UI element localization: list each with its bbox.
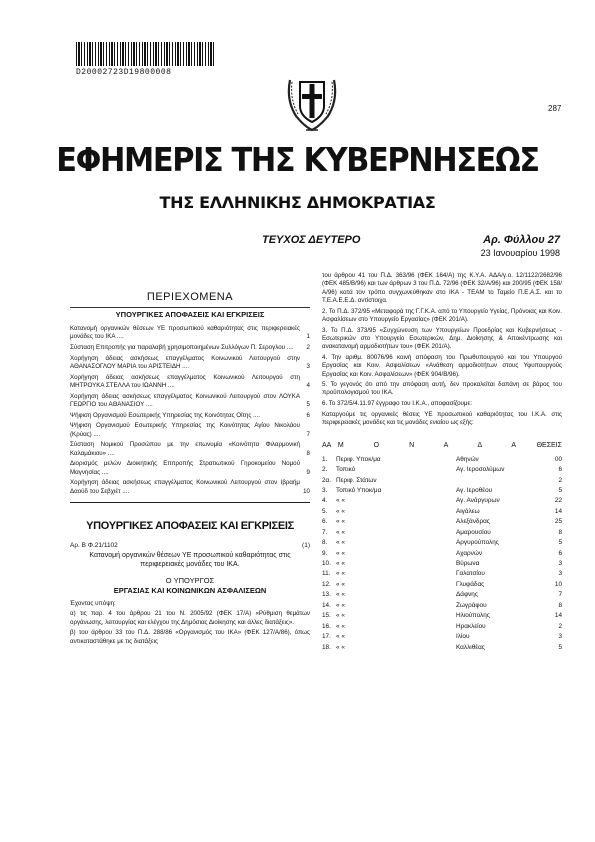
issue-label: ΤΕΥΧΟΣ ΔΕΥΤΕΡΟ xyxy=(262,234,361,246)
table-cell-seats: 3 xyxy=(558,560,562,568)
table-cell-unit: « « xyxy=(336,507,345,515)
paragraph: 3. Το Π.Δ. 373/95 «Συγχώνευση των Υπουργείων Προεδρίας και Κυβερνήσεως - Εσωτερικών στο Υπουργείο Εσωτερικών, Δημ. Διοίκησης & Αποκέντρωσης και ανακατανομή αρμοδιοτήτων του» (ΦΕΚ 201/Α). xyxy=(322,326,562,351)
table-row xyxy=(322,581,562,591)
contents-heading: ΠΕΡΙΕΧΟΜΕΝΑ xyxy=(70,290,310,308)
table-cell-seats: 14 xyxy=(554,612,562,620)
table-cell-city: Αχαρνών xyxy=(456,549,483,557)
table-cell-unit: « « xyxy=(336,580,345,588)
paragraph: 4. Την αριθμ. 80076/96 κοινή απόφαση του Πρωθυπουργού και του Υπουργού Εργασίας και Κοιν. Ασφαλίσεων «Ανάθεση αρμοδιοτήτων στους Υφυπουργούς Εργασίας και Κοιν. Ασφαλίσεων» (ΦΕΚ 904/Β/96). xyxy=(322,353,562,378)
table-row xyxy=(322,633,562,643)
table-cell-city: Ηλιούπολης xyxy=(456,612,490,620)
table-cell-city: Αμαρουσίου xyxy=(456,528,491,536)
table-row xyxy=(322,508,562,518)
table-row xyxy=(322,529,562,539)
table-cell-no: 18. xyxy=(322,643,331,651)
paragraph: 5. Το γεγονός ότι από την απόφαση αυτή, δεν προκαλείται δαπάνη σε βάρος του προϋπολογισμού του ΙΚΑ. xyxy=(322,381,562,397)
table-cell-no: 9. xyxy=(322,549,328,557)
table-cell-no: 10. xyxy=(322,560,331,568)
table-cell-city: Ηρακλείου xyxy=(456,622,486,630)
table-cell-no: 2. xyxy=(322,466,328,474)
paragraph: β) του άρθρου 33 του Π.Δ. 288/86 «Οργανισμός του ΙΚΑ» (ΦΕΚ 127/Α/86), όπως αντικαταστάθηκε με τις διατάξεις xyxy=(70,629,310,645)
ministry-name: ΕΡΓΑΣΙΑΣ ΚΑΙ ΚΟΙΝΩΝΙΚΩΝ ΑΣΦΑΛΙΣΕΩΝ xyxy=(113,585,267,595)
table-cell-seats: 25 xyxy=(554,518,562,526)
table-row xyxy=(322,591,562,601)
table-cell-city: Γλυφάδας xyxy=(456,580,485,588)
table-cell-city xyxy=(456,477,546,487)
paragraph: 2. Το Π.Δ. 372/95 «Μεταφορά της Γ.Γ.Κ.Α. από το Υπουργείο Υγείας, Πρόνοιας και Κοιν. Ασφαλίσεων στο Υπουργείο Εργασίας» (ΦΕΚ 201/Α). xyxy=(322,307,562,323)
paragraph: 6. Το 372/5/4.11.97 έγγραφο του Ι.Κ.Α., αποφασίζουμε: xyxy=(322,399,472,407)
table-cell-city: Αθηνών xyxy=(456,455,479,463)
positions-table xyxy=(322,456,562,654)
coat-of-arms-icon xyxy=(282,70,342,134)
table-cell-unit: « « xyxy=(336,591,345,599)
table-header xyxy=(322,441,562,450)
table-cell-no: 7. xyxy=(322,528,328,536)
table-row xyxy=(322,623,562,633)
paragraph: Καταργούμε τις οργανικές θέσεις ΥΕ προσωπικού καθαριότητας του Ι.Κ.Α. στις περιφερειακές μονάδες και τις μονάδες ενιαίου ως εξής: xyxy=(322,410,562,426)
table-cell-unit: « « xyxy=(336,601,345,609)
barcode xyxy=(76,42,214,66)
column-header-no: ΑΑ xyxy=(322,442,332,450)
table-cell-unit: « « xyxy=(336,612,345,620)
table-cell-seats: 5 xyxy=(558,486,562,494)
table-row xyxy=(322,497,562,507)
left-column xyxy=(70,272,310,648)
table-row xyxy=(322,570,562,580)
table-row xyxy=(322,612,562,622)
table-cell-no: 17. xyxy=(322,633,331,641)
table-cell-seats: 14 xyxy=(554,507,562,515)
table-cell-seats: 7 xyxy=(558,591,562,599)
table-cell-no: 16. xyxy=(322,622,331,630)
table-cell-seats: 2 xyxy=(558,622,562,630)
table-cell-no: 11. xyxy=(322,570,331,578)
contents-section: ΥΠΟΥΡΓΙΚΕΣ ΑΠΟΦΑΣΕΙΣ ΚΑΙ ΕΓΚΡΙΣΕΙΣ xyxy=(115,309,265,319)
table-cell-unit: « « xyxy=(336,622,345,630)
contents-item: Σύσταση Επιτροπής για παραλαβή χρησιμοποιημένων Συλλόγων Π. Σερογλου .... 2 xyxy=(70,343,310,351)
newspaper-title: ΕΦΗΜΕΡΙΣ ΤΗΣ ΚΥΒΕΡΝΗΣΕΩΣ xyxy=(56,140,539,179)
table-cell-unit: « « xyxy=(336,528,345,536)
table-cell-no: 15. xyxy=(322,612,331,620)
table-cell-no: 13. xyxy=(322,591,331,599)
table-cell-unit: « « xyxy=(336,643,345,651)
table-row xyxy=(322,466,562,476)
table-cell-no: 6. xyxy=(322,518,328,526)
newspaper-subtitle: ΤΗΣ ΕΛΛΗΝΙΚΗΣ ΔΗΜΟΚΡΑΤΙΑΣ xyxy=(159,193,436,212)
table-cell-unit: « « xyxy=(336,518,345,526)
table-row xyxy=(322,539,562,549)
paragraph: του άρθρου 41 του Π.Δ. 363/96 (ΦΕΚ 164/Α) της Κ.Υ.Α. ΑΔΑ/γ.ο. 12/1122/2682/96 (ΦΕΚ 485/Β/96) και των άρθρων 3 του Π.Δ. 72/96 (ΦΕΚ 32/Α/96) και 200/95 (ΦΕΚ 158/Α/96) κατά τον τρόπο συγχωνεύθηκαν στο ΙΚΑ - ΤΕΑΜ το Ταμείο Π.Ε.Α.Σ. και το Τ.Ε.Α.Ε.Ε.Δ. αντίστοιχα. xyxy=(322,272,562,305)
table-cell-seats: 8 xyxy=(558,601,562,609)
table-cell-seats: 22 xyxy=(554,497,562,505)
intro-text: Έχοντας υπόψη: xyxy=(70,599,116,607)
table-cell-city: Αγ. Ιεροσολύμων xyxy=(456,466,505,474)
table-cell-seats: 8 xyxy=(558,528,562,536)
table-row xyxy=(322,518,562,528)
contents-item: Χορήγηση άδειας ασκήσεως επαγγέλματος Κοινωνικού Λειτουργού στον Ιβραήμ Δαούδ του Σεβχιέτ .... 10 xyxy=(70,479,310,495)
table-row xyxy=(322,644,562,654)
table-cell-no: 4. xyxy=(322,497,328,505)
table-cell-seats: 3 xyxy=(558,633,562,641)
issue-date: 23 Ιανουαρίου 1998 xyxy=(480,248,560,258)
right-column xyxy=(322,272,562,654)
table-cell-city: Γαλατσίου xyxy=(456,570,485,578)
sheet-number: Αρ. Φύλλου 27 xyxy=(483,234,560,246)
contents-item: Χορήγηση άδειας ασκήσεως επαγγέλματος Κοινωνικού Λειτουργού στη ΜΗΤΡΟΥΚΑ ΣΤΕΛΛΑ του ΙΩΑΝΝΗ .... 4 xyxy=(70,373,310,390)
table-cell-city: Αλεξάνδρας xyxy=(456,518,490,526)
divider xyxy=(70,502,310,503)
issue-row xyxy=(262,234,560,246)
contents-item: Διορισμός μελών Διοικητικής Επιτροπής Στρατιωτικού Γηροκομείου Νομού Μαγνησίας .... 9 xyxy=(70,460,310,476)
table-cell-unit: Περιφ. Υποκ/μα xyxy=(336,455,381,463)
table-cell-seats: 10 xyxy=(554,580,562,588)
table-cell-no: 2α. xyxy=(322,476,332,484)
contents-item: Κατανομή οργανικών θέσεων ΥΕ προσωπικού καθαριότητας στις περιφερειακές μονάδες του ΙΚΑ .... 1 xyxy=(70,324,310,341)
table-cell-city: Αργυρούπολης xyxy=(456,539,499,547)
table-row xyxy=(322,602,562,612)
table-cell-no: 5. xyxy=(322,507,328,515)
table-cell-seats: 6 xyxy=(558,466,562,474)
table-cell-unit: « « xyxy=(336,633,345,641)
table-cell-seats: 00 xyxy=(554,455,562,463)
contents-item: Χορήγηση άδειας ασκήσεως επαγγέλματος Κοινωνικού Λειτουργού στον ΛΟΥΚΑ ΓΕΩΡΓΙΟ του ΑΘΑΝΑΣΙΟΥ .... 5 xyxy=(70,392,310,409)
contents-list xyxy=(70,325,310,496)
contents-item: Χορήγηση άδειας ασκήσεως επαγγέλματος Κοινωνικού Λειτουργού στην ΑΘΑΝΑΣΟΓΛΟΥ ΜΑΡΙΑ του ΑΡΙΣΤΕΙΔΗ .... 3 xyxy=(70,354,310,370)
table-cell-city: Ζωγράφου xyxy=(456,601,487,609)
decision-ref: Αρ. Β Φ.21/1102 (1) xyxy=(70,541,310,549)
decisions-heading: ΥΠΟΥΡΓΙΚΕΣ ΑΠΟΦΑΣΕΙΣ ΚΑΙ ΕΓΚΡΙΣΕΙΣ xyxy=(86,520,294,533)
table-cell-city: Αιγάλεω xyxy=(456,507,480,515)
page-number: 287 xyxy=(548,104,562,113)
paragraph: α) τις παρ. 4 του άρθρου 21 του Ν. 2005/92 (ΦΕΚ 17/Α) «Ρύθμιση θεμάτων οργάνωσης, λειτουργίας και ελέγχου της Δημόσιας Διοίκησης και άλλες διατάξεις». xyxy=(70,610,310,626)
contents-item: Ψήφιση Οργανισμού Εσωτερικής Υπηρεσίας της Κοινότητας Οίτης .... 6 xyxy=(70,411,310,419)
table-cell-no: 3. xyxy=(322,486,328,494)
table-cell-no: 1. xyxy=(322,455,328,463)
table-row xyxy=(322,560,562,570)
contents-item: Σύσταση Νομικού Προσώπου με την επωνυμία «Κοινότητα Φιλαρμονική Καλαμάκιου» .... 8 xyxy=(70,441,310,457)
table-cell-seats: 5 xyxy=(558,643,562,651)
table-cell-seats: 6 xyxy=(558,549,562,557)
table-cell-city: Δάφνης xyxy=(456,591,478,599)
table-row xyxy=(322,550,562,560)
column-header-seats: ΘΕΣΕΙΣ xyxy=(536,442,562,450)
table-row xyxy=(322,477,562,487)
table-cell-no: 8. xyxy=(322,539,328,547)
table-cell-unit: Τοπικό xyxy=(336,466,356,474)
column-header-unit: Μ Ο Ν Α Δ Α xyxy=(337,442,531,450)
table-row xyxy=(322,456,562,466)
table-cell-seats: 5 xyxy=(558,539,562,547)
table-cell-city: Ιλίου xyxy=(456,633,470,641)
table-cell-city: Αγ. Ιεροθέου xyxy=(456,486,493,494)
table-cell-unit: Περιφ. Στάτων xyxy=(336,476,377,484)
table-row xyxy=(322,487,562,497)
table-cell-unit: « « xyxy=(336,570,345,578)
barcode-number: D20002723D19800008 xyxy=(76,68,172,77)
table-cell-unit: Τοπικό Υποκ/μα xyxy=(336,486,382,494)
minister-title: Ο ΥΠΟΥΡΓΟΣ xyxy=(165,575,215,585)
table-cell-city: Καλλιθέας xyxy=(456,643,485,651)
table-cell-unit: « « xyxy=(336,549,345,557)
table-cell-unit: « « xyxy=(336,539,345,547)
table-cell-seats: 2 xyxy=(558,476,562,484)
table-cell-seats: 3 xyxy=(558,570,562,578)
table-cell-city: Βύρωνα xyxy=(456,560,480,568)
table-cell-no: 14. xyxy=(322,601,331,609)
table-cell-no: 12. xyxy=(322,580,331,588)
decision-subject: Κατανομή οργανικών θέσεων ΥΕ προσωπικού καθαριότητας στις περιφερειακές μονάδες του ΙΚΑ. xyxy=(89,551,291,569)
contents-item: Ψήφιση Οργανισμού Εσωτερικής Υπηρεσίας της Κοινότητας Αγίου Νικολάου (Κρύας) .... 7 xyxy=(70,422,310,438)
table-cell-unit: « « xyxy=(336,560,345,568)
table-cell-unit: « « xyxy=(336,497,345,505)
table-cell-city: Αγ. Ανάργυρων xyxy=(456,497,500,505)
